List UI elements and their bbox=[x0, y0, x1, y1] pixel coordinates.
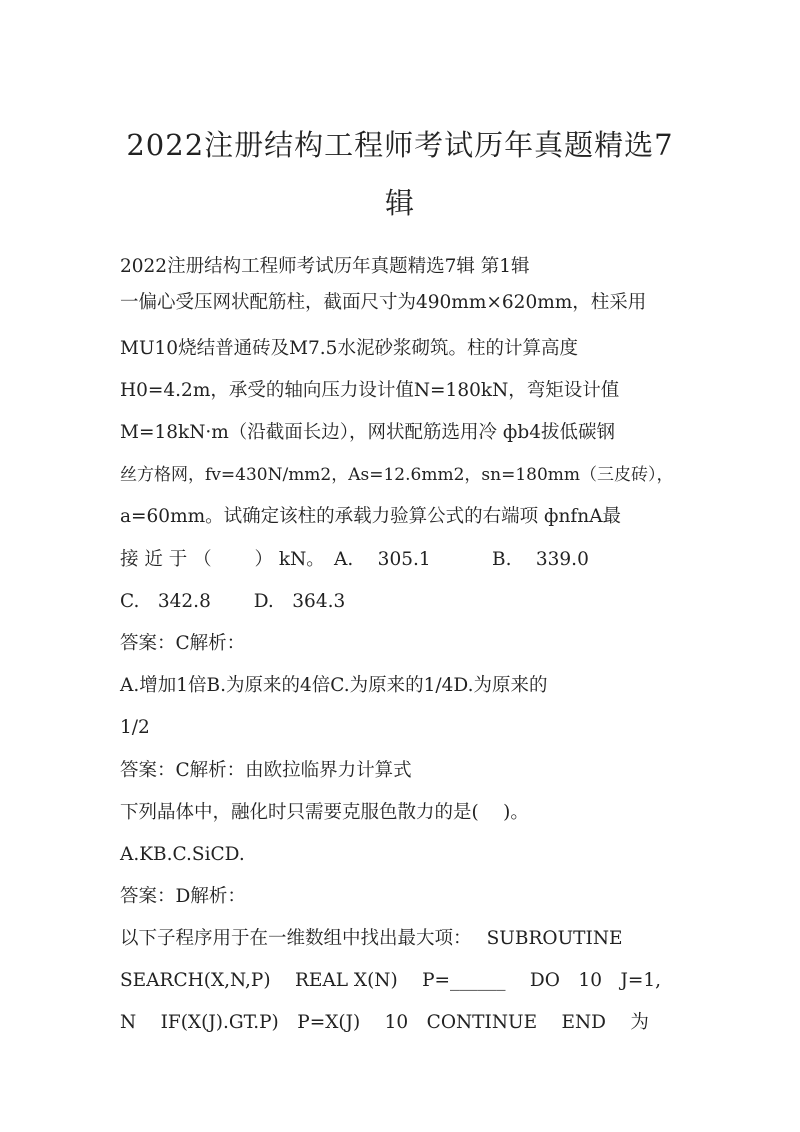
paragraph-line: 下列晶体中，融化时只需要克服色散力的是( )。 bbox=[120, 802, 529, 823]
paragraph-line: 以下子程序用于在一维数组中找出最大项： SUBROUTINE bbox=[120, 928, 623, 949]
paragraph-line: H0=4.2m，承受的轴向压力设计值N=180kN，弯矩设计值 bbox=[120, 380, 620, 401]
paragraph-line: SEARCH(X,N,P) REAL X(N) P=______ DO 10 J=1, bbox=[120, 970, 662, 991]
paragraph-line: A.KB.C.SiCD. bbox=[120, 844, 245, 865]
paragraph-line: 1/2 bbox=[120, 717, 150, 738]
paragraph-line: a=60mm。试确定该柱的承载力验算公式的右端项 фnfnA最 bbox=[120, 506, 622, 527]
paragraph-line: 答案：D解析： bbox=[120, 886, 246, 907]
paragraph-line: 一偏心受压网状配筋柱，截面尺寸为490mm×620mm，柱采用 bbox=[120, 292, 647, 313]
paragraph-line: N IF(X(J).GT.P) P=X(J) 10 CONTINUE END 为 bbox=[120, 1012, 649, 1033]
document-title bbox=[0, 116, 800, 232]
paragraph-line: M=18kN·m（沿截面长边），网状配筋选用冷 фb4拔低碳钢 bbox=[120, 422, 616, 443]
paragraph-line: C. 342.8 D. 364.3 bbox=[120, 591, 346, 612]
paragraph-line: 2022注册结构工程师考试历年真题精选7辑 第1辑 bbox=[120, 256, 530, 277]
paragraph-line: 答案：C解析：由欧拉临界力计算式 bbox=[120, 760, 412, 781]
title-line-1: 2022注册结构工程师考试历年真题精选7 bbox=[126, 128, 674, 162]
paragraph-line: 接 近 于 （ ） kN。 A. 305.1 B. 339.0 bbox=[120, 549, 589, 570]
paragraph-line: A.增加1倍B.为原来的4倍C.为原来的1/4D.为原来的 bbox=[120, 675, 548, 696]
paragraph-line: 丝方格网，fv=430N/mm2，As=12.6mm2，sn=180mm（三皮砖）， bbox=[120, 465, 674, 485]
title-line-2: 辑 bbox=[384, 186, 415, 220]
paragraph-line: 答案：C解析： bbox=[120, 633, 246, 654]
paragraph-line: MU10烧结普通砖及M7.5水泥砂浆砌筑。柱的计算高度 bbox=[120, 338, 578, 359]
